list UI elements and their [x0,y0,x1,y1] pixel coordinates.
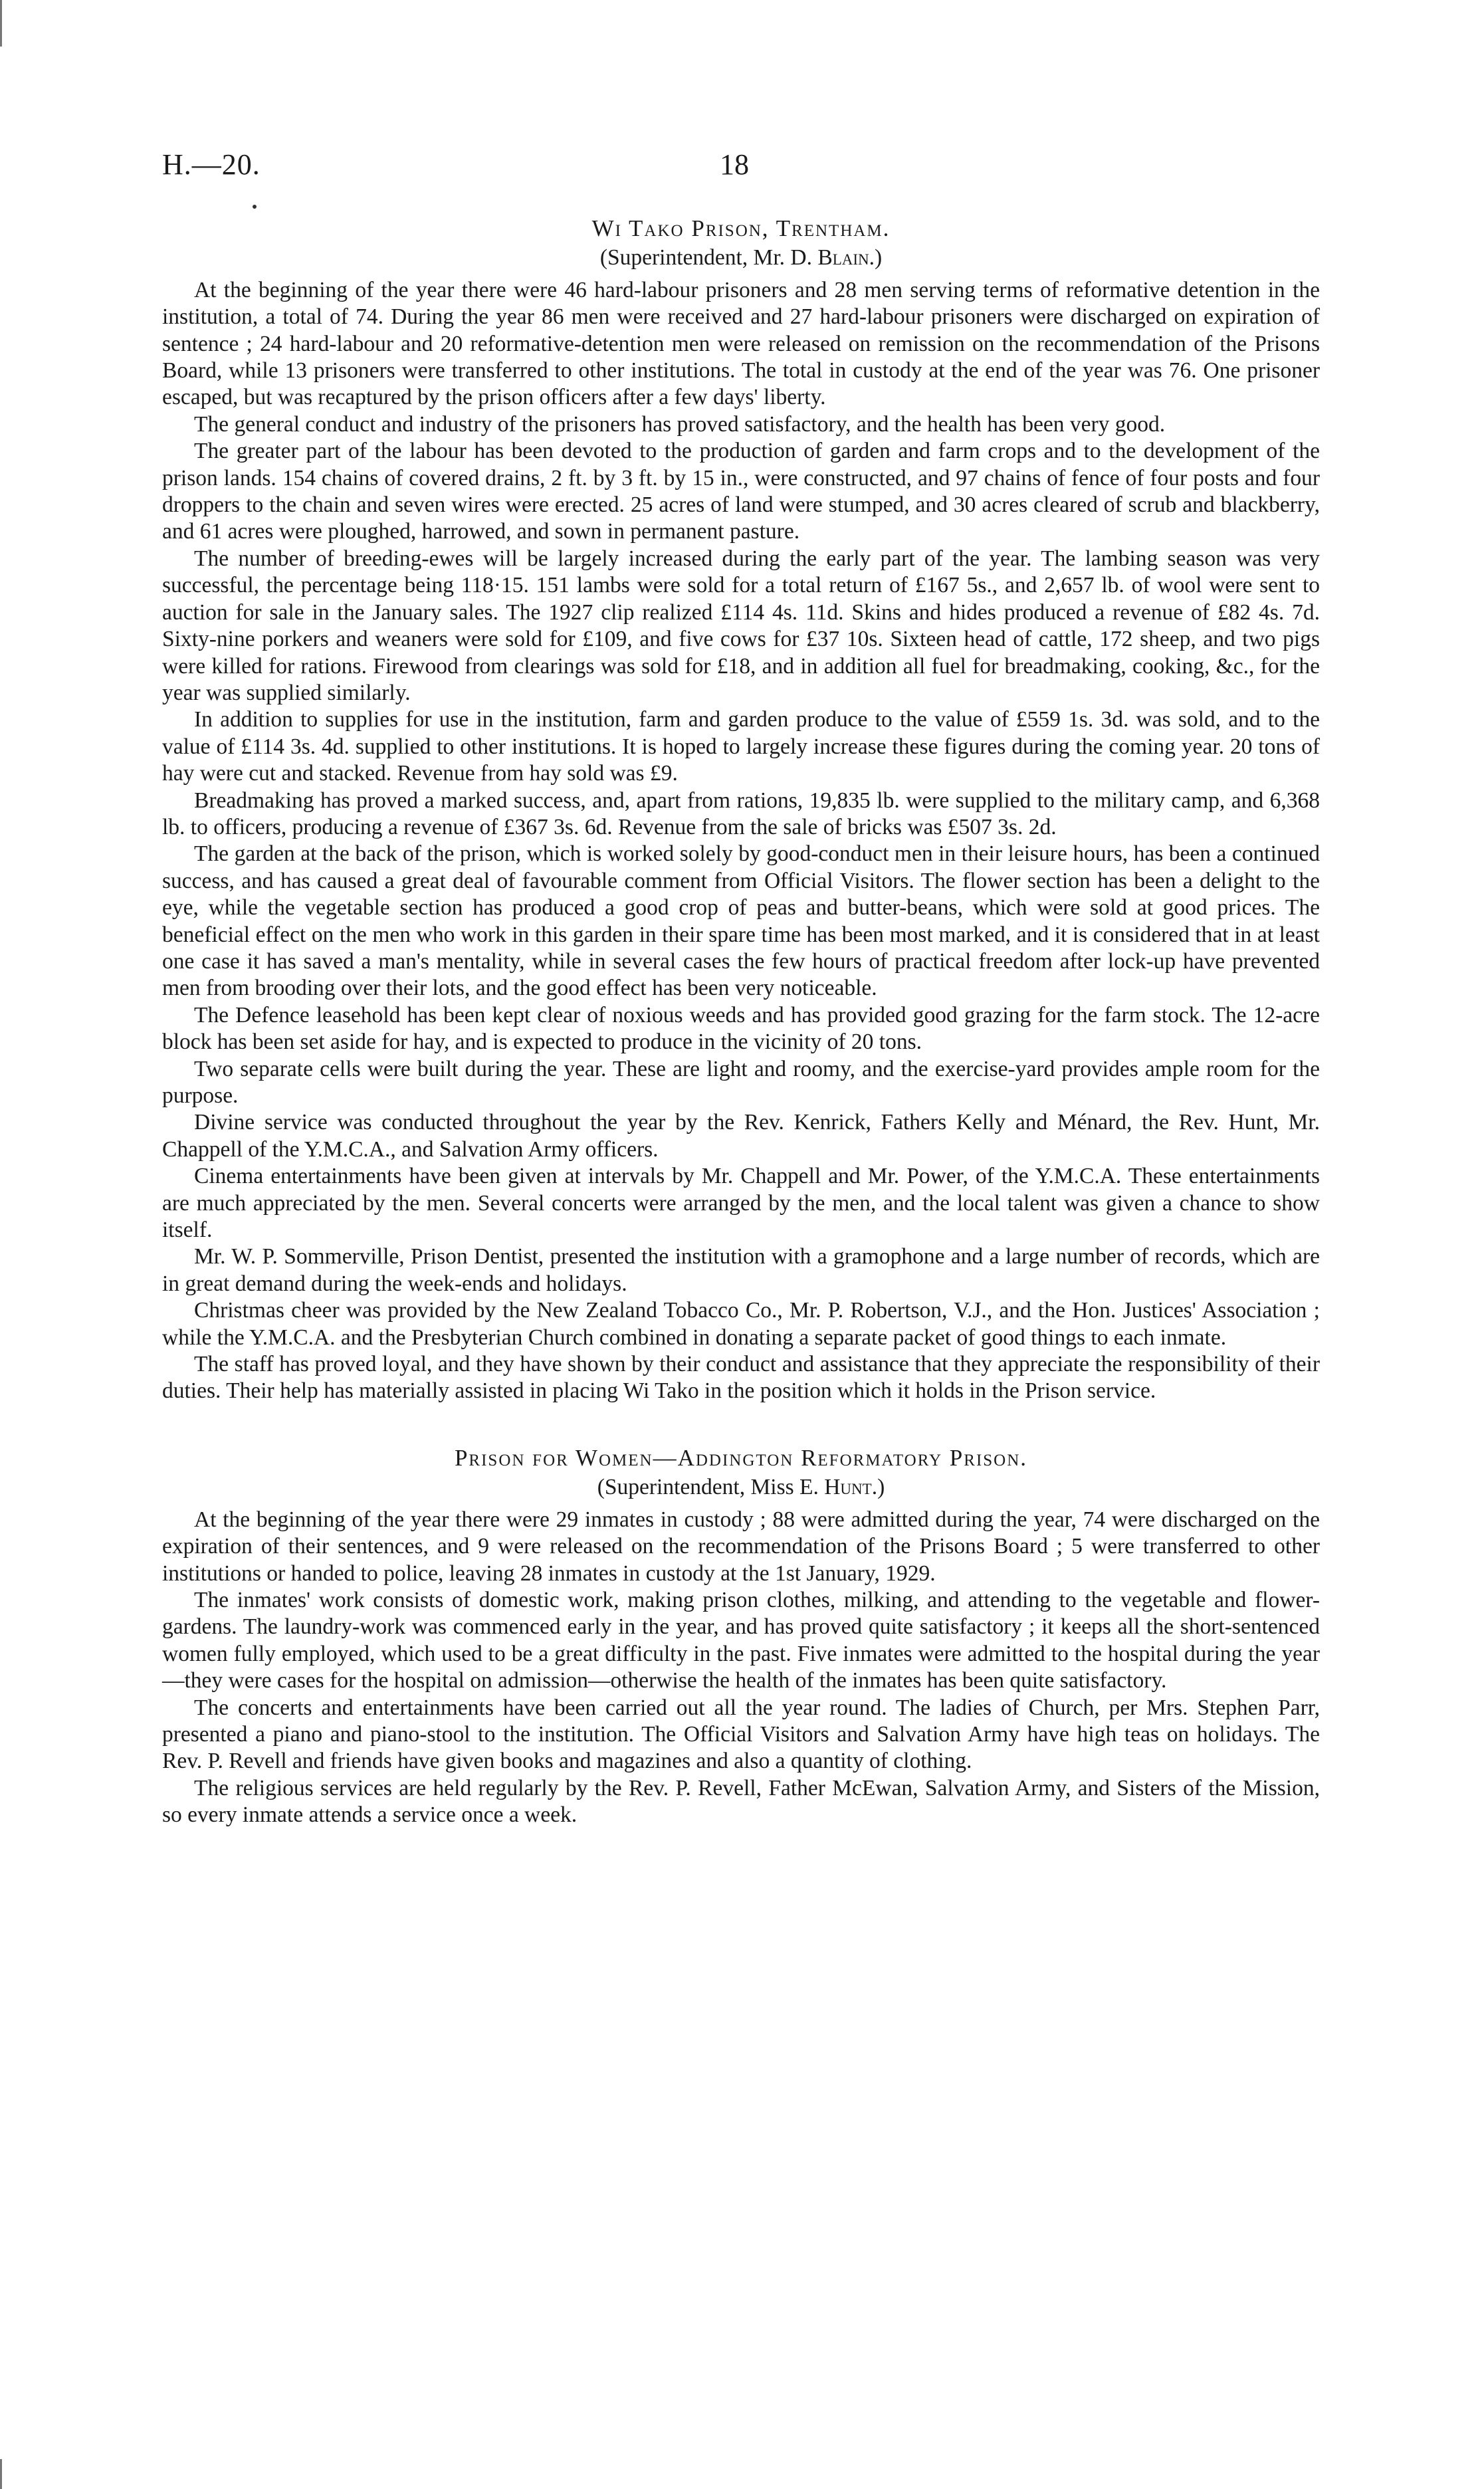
paragraph: The inmates' work consists of domestic work, making prison clothes, milking, and attending to the vegetable and flower-gardens. The laundry-work was commenced early in the year, and has proved quite satisfactory ; it keeps all the short-sentenced women fully employed, which used to be a great difficulty in the past. Five inmates were admitted to the hospital during the year—they were cases for the hospital on admission—otherwise the health of the inmates has been quite satisfactory. [162,1587,1320,1693]
paragraph: The number of breeding-ewes will be largely increased during the early part of the year. The lambing season was very successful, the percentage being 118·15. 151 lambs were sold for a total return of £167 5s., and 2,657 lb. of wool were sent to auction for sale in the January sales. The 1927 clip realized £114 4s. 11d. Skins and hides produced a revenue of £82 4s. 7d. Sixty-nine porkers and weaners were sold for £109, and five cows for £37 10s. Sixteen head of cattle, 172 sheep, and two pigs were killed for rations. Firewood from clearings was sold for £18, and in addition all fuel for breadmaking, cooking, &c., for the year was supplied similarly. [162,546,1320,705]
section-wi-tako [162,215,1320,1405]
paragraph: The Defence leasehold has been kept clear of noxious weeds and has provided good grazing for the farm stock. The 12-acre block has been set aside for hay, and is expected to produce in the vicinity of 20 tons. [162,1002,1320,1055]
scan-edge-mark [0,2459,2,2489]
document-reference: H.—20. [162,148,261,181]
section-subtitle [162,245,1320,271]
paragraph: Divine service was conducted throughout the year by the Rev. Kenrick, Fathers Kelly and Ménard, the Rev. Hunt, Mr. Chappell of the Y.M.C.A., and Salvation Army officers. [162,1110,1320,1162]
superintendent-name: Blain [817,245,869,271]
paragraph: Breadmaking has proved a marked success, and, apart from rations, 19,835 lb. were supplied to the military camp, and 6,368 lb. to officers, producing a revenue of £367 3s. 6d. Revenue from the sale of bricks was £507 3s. 2d. [162,788,1320,839]
paragraph: At the beginning of the year there were 46 hard-labour prisoners and 28 men serving terms of reformative detention in the institution, a total of 74. During the year 86 men were received and 27 hard-labour prisoners were discharged on expiration of sentence ; 24 hard-labour and 20 reformative-detention men were released on remission on the recommendation of the Prisons Board, while 13 prisoners were transferred to other institutions. The total in custody at the end of the year was 76. One prisoner escaped, but was recaptured by the prison officers after a few days' liberty. [162,277,1320,410]
section-title: Wi Tako Prison, Trentham. [591,215,891,241]
subtitle-suffix: .) [869,245,883,271]
paragraph: In addition to supplies for use in the institution, farm and garden produce to the value of £559 1s. 3d. was sold, and to the value of £114 3s. 4d. supplied to other institutions. It is hoped to largely increase these figures during the coming year. 20 tons of hay were cut and stacked. Revenue from hay sold was £9. [162,707,1320,786]
section-spacer [162,1405,1320,1436]
subtitle-prefix: (Superintendent, Miss E. [597,1475,825,1500]
paragraph: The general conduct and industry of the prisoners has proved satisfactory, and the health has been very good. [194,411,1166,437]
page-body [162,206,1320,1829]
section-subtitle [162,1474,1320,1501]
paragraph: Christmas cheer was provided by the New Zealand Tobacco Co., Mr. P. Robertson, V.J., and the Hon. Justices' Association ; while the Y.M.C.A. and the Presbyterian Church combined in donating a separate packet of good things to each inmate. [162,1298,1320,1350]
section-title: Prison for Women—Addington Reformatory Prison. [454,1444,1028,1471]
paragraph: Cinema entertainments have been given at intervals by Mr. Chappell and Mr. Power, of the Y.M.C.A. These entertainments are much appreciated by the men. Several concerts were arranged by the men, and the local talent was given a chance to show itself. [162,1164,1320,1243]
section-addington [162,1445,1320,1829]
subtitle-prefix: (Superintendent, Mr. D. [599,245,818,271]
paragraph: Mr. W. P. Sommerville, Prison Dentist, presented the institution with a gramophone and a large number of records, which are in great demand during the week-ends and holidays. [162,1244,1320,1296]
scan-edge-mark [0,0,2,47]
paragraph: At the beginning of the year there were 29 inmates in custody ; 88 were admitted during the year, 74 were discharged on the expiration of their sentences, and 9 were released on the recommendation of the Prisons Board ; 5 were transferred to other institutions or handed to police, leaving 28 inmates in custody at the 1st January, 1929. [162,1507,1320,1586]
paragraph: The greater part of the labour has been devoted to the production of garden and farm crops and to the development of the prison lands. 154 chains of covered drains, 2 ft. by 3 ft. by 15 in., were constructed, and 97 chains of fence of four posts and four droppers to the chain and seven wires were erected. 25 acres of land were stumped, and 30 acres cleared of scrub and blackberry, and 61 acres were ploughed, harrowed, and sown in permanent pasture. [162,439,1320,544]
paragraph: The garden at the back of the prison, which is worked solely by good-conduct men in their leisure hours, has been a continued success, and has caused a great deal of favourable comment from Official Visitors. The flower section has been a delight to the eye, while the vegetable section has produced a good crop of peas and butter-beans, which were sold at good prices. The beneficial effect on the men who work in this garden in their spare time has been most marked, and it is considered that in at least one case it has saved a man's mentality, while in several cases the few hours of practical freedom after lock-up have prevented men from brooding over their lots, and the good effect has been very noticeable. [162,841,1320,1001]
subtitle-suffix: .) [871,1475,885,1500]
paragraph: The religious services are held regularly by the Rev. P. Revell, Father McEwan, Salvation Army, and Sisters of the Mission, so every inmate attends a service once a week. [162,1775,1320,1828]
page-number: 18 [720,148,749,181]
superintendent-name: Hunt [824,1475,872,1500]
paragraph: The concerts and entertainments have been carried out all the year round. The ladies of Church, per Mrs. Stephen Parr, presented a piano and piano-stool to the institution. The Official Visitors and Salvation Army have high teas on holidays. The Rev. P. Revell and friends have given books and magazines and also a quantity of clothing. [162,1695,1320,1774]
paragraph: The staff has proved loyal, and they have shown by their conduct and assistance that they appreciate the responsibility of their duties. Their help has materially assisted in placing Wi Tako in the position which it holds in the Prison service. [162,1352,1320,1404]
paragraph: Two separate cells were built during the year. These are light and roomy, and the exercise-yard provides ample room for the purpose. [162,1056,1320,1108]
